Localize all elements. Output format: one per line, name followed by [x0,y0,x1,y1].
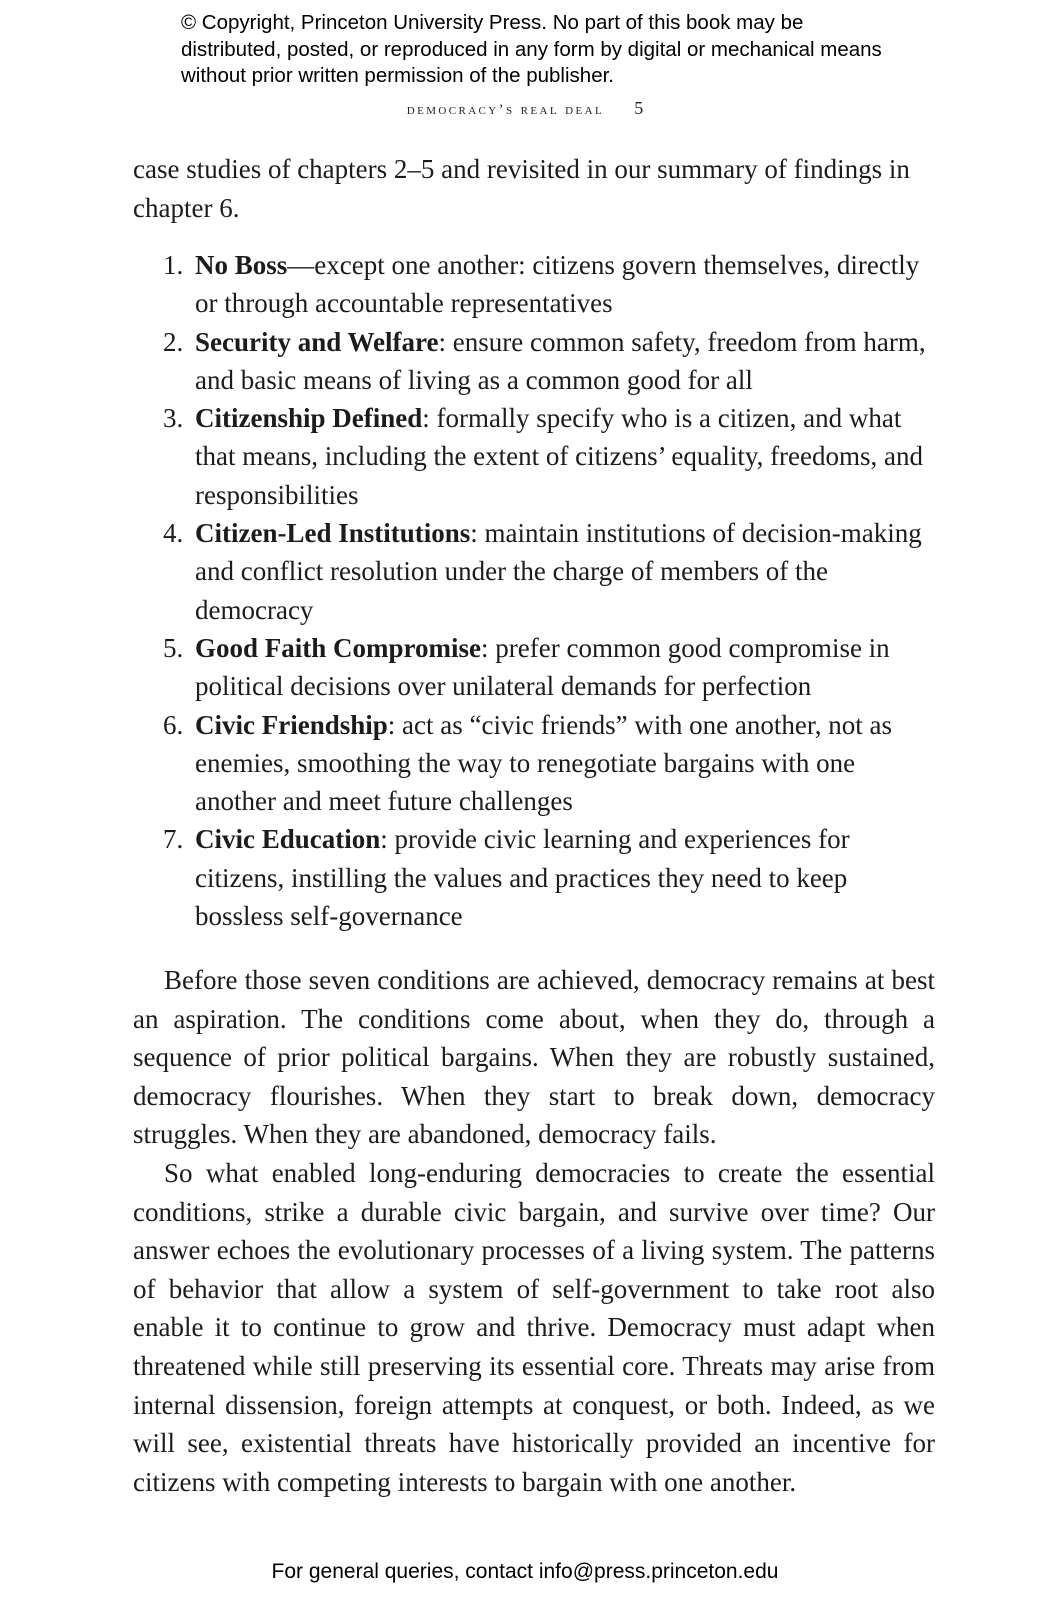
condition-text: maintain institutions of decision-making and conflict resolution under the charge of members of the democracy [195,518,922,625]
condition-item [133,399,935,514]
body-paragraph: So what enabled long-enduring democracies to create the essential conditions, strike a durable civic bargain, and survive over time? Our answer echoes the evolutionary processes of a living system. The patterns of behavior that allow a system of self-government to take root also enable it to continue to grow and thrive. Democracy must adapt when threatened while still preserving its essential core. Threats may arise from internal dissension, foreign attempts at conquest, or both. Indeed, as we will see, existential threats have historically provided an incentive for citizens with competing interests to bargain with one another. [133,1157,935,1497]
condition-term: Citizenship Defined [195,403,423,434]
condition-text: prefer common good compromise in political decisions over unilateral demands for perfection [195,632,890,702]
condition-term: Civic Education [195,824,381,855]
condition-separator: — [287,250,315,280]
condition-number: 1. [163,250,184,280]
condition-separator: : [470,518,485,549]
condition-item [133,706,935,821]
running-head-title: democracy’s real deal [406,102,605,118]
running-head [0,98,1050,119]
condition-number: 4. [163,518,184,549]
condition-term: Citizen-Led Institutions [195,518,471,549]
condition-number: 7. [163,824,184,855]
footer-contact: For general queries, contact info@press.princeton.edu [271,1560,779,1583]
page-number: 5 [634,98,644,118]
intro-paragraph [133,150,935,227]
condition-item [133,820,935,935]
condition-item [133,514,935,629]
condition-number: 5. [163,632,184,663]
condition-text: formally specify who is a citizen, and what that means, including the extent of citizens’ equality, freedoms, and responsibilities [195,403,924,510]
condition-separator: : [438,326,453,357]
condition-term: Good Faith Compromise [195,632,482,663]
conditions-list [133,246,935,935]
condition-separator: : [481,632,496,663]
condition-number: 6. [163,709,184,740]
condition-number: 3. [163,403,184,434]
condition-text: except one another: citizens govern themselves, directly or through accountable representatives [195,250,920,319]
condition-separator: : [387,709,403,740]
intro-text: case studies of chapters 2–5 and revisited in our summary of findings in chapter 6. [133,154,910,223]
copyright-notice: © Copyright, Princeton University Press. No part of this book may be distributed, posted, or reproduced in any form by digital or mechanical means without prior written permission of the publisher. [181,11,882,87]
condition-item [133,246,935,323]
condition-separator: : [380,824,395,855]
condition-number: 2. [163,326,184,357]
condition-separator: : [422,403,437,434]
condition-item [133,629,935,706]
condition-term: Security and Welfare [195,326,439,357]
body-text [133,961,935,1501]
body-paragraph: Before those seven conditions are achieved, democracy remains at best an aspiration. The conditions come about, when they do, through a sequence of prior political bargains. When they are robustly sustained, democracy flourishes. When they start to break down, democracy struggles. When they are abandoned, democracy fails. [133,965,935,1150]
condition-term: No Boss [195,250,288,280]
condition-term: Civic Friendship [195,709,388,740]
condition-text: ensure common safety, freedom from harm, and basic means of living as a common good for all [195,326,926,395]
condition-item [133,323,935,400]
condition-text: act as “civic friends” with one another, not as enemies, smoothing the way to renegotiate bargains with one another and meet future challenges [195,709,893,817]
condition-text: provide civic learning and experiences for citizens, instilling the values and practices they need to keep bossless self-governance [195,824,850,932]
